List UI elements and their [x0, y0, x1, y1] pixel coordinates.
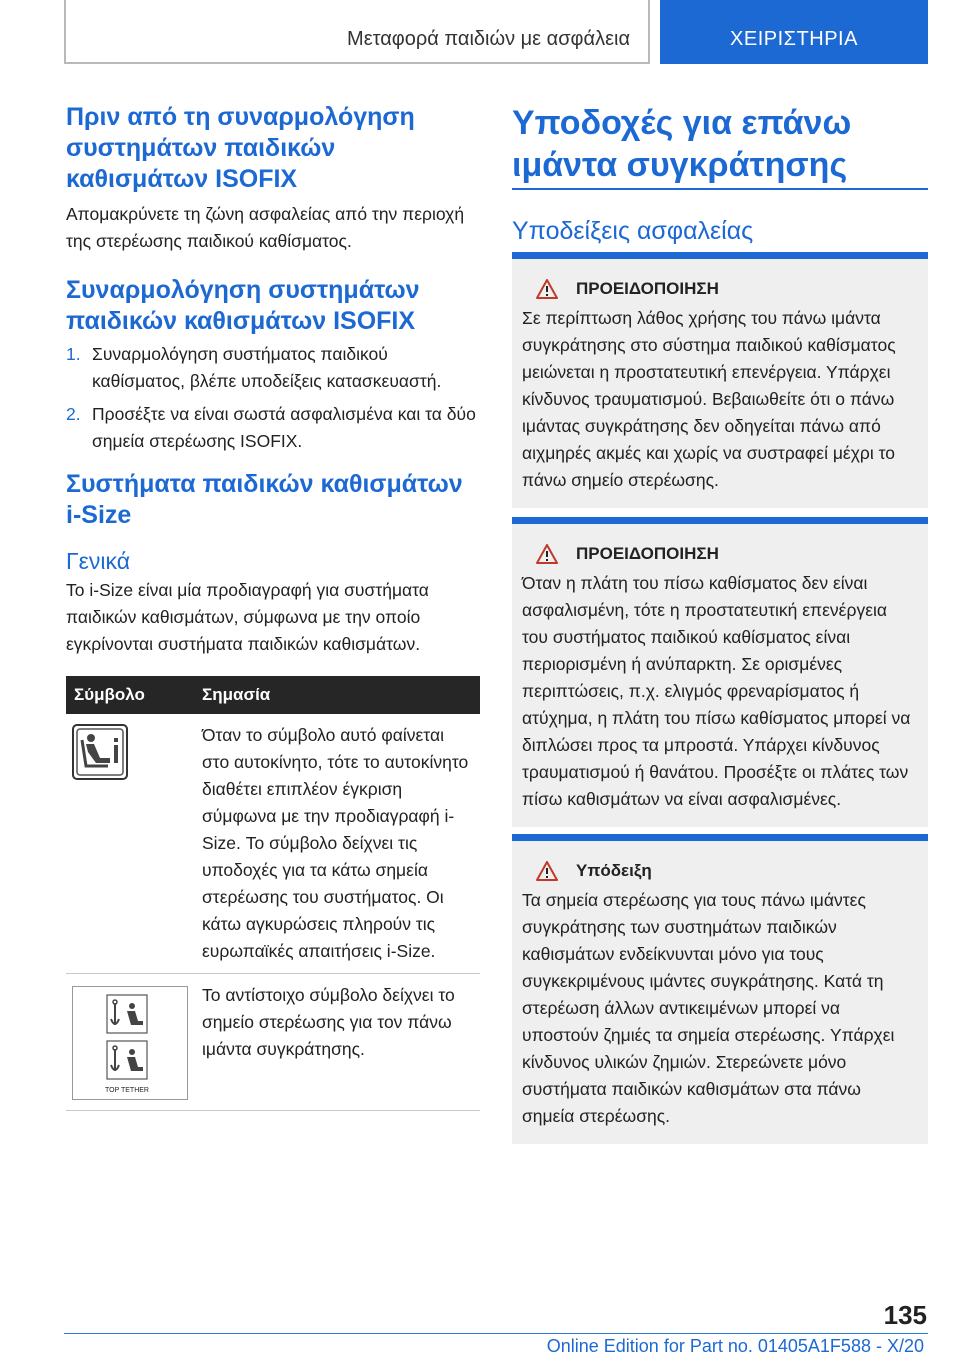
section-title: ΧΕΙΡΙΣΤΗΡΙΑ — [730, 28, 858, 50]
note-text: Τα σημεία στερέωσης για τους πάνω ιμάντες συγκράτησης των συστημάτων παιδικών καθισμάτων ενδείκνυνται μόνο για τους συγκεκριμένους ιμάντες συγκράτησης. Κατά τη στερέωση άλλων αντικειμένων μπορεί να υποστούν ζημιές τα σημεία στερέωσης. Υπάρχει κίνδυνος υλικών ζημιών. Στερεώνετε μόνο συστήματα παιδικών καθισμάτων στα πάνω σημεία στερέωσης. — [522, 890, 895, 1126]
list-item: 1. Συναρμολόγηση συστήματος παιδικού καθίσματος, βλέπε υποδείξεις κατασκευαστή. — [66, 344, 442, 391]
warning-text: Σε περίπτωση λάθος χρήσης του πάνω ιμάντα συγκράτησης στο σύστημα παιδικού καθίσματος μειώνεται η προστατευτική επενέργεια. Υπάρχει κίνδυνος τραυματισμού. Βεβαιωθείτε ότι ο πάνω ιμάντας συγκράτησης δεν οδηγείται πάνω από αιχμηρές ακμές και χωρίς να συστραφεί μέχρι το πάνω σημείο στερέωσης. — [522, 308, 896, 490]
heading-safety-notes: Υποδείξεις ασφαλείας — [512, 217, 754, 245]
paragraph-before-assembly: Απομακρύνετε τη ζώνη ασφαλείας από την περιοχή της στερέωσης παιδικού καθίσματος. — [66, 204, 465, 251]
page-header — [64, 0, 928, 64]
divider — [512, 188, 928, 190]
warning-icon — [536, 861, 558, 881]
footer-divider — [64, 1333, 928, 1334]
warning-title: ΠΡΟΕΙΔΟΠΟΙΗΣΗ — [576, 279, 719, 298]
top-tether-label: TOP TETHER — [105, 1087, 149, 1094]
list-item: 2. Προσέξτε να είναι σωστά ασφαλισμένα και τα δύο σημεία στερέωσης ISOFIX. — [66, 404, 476, 451]
note-title: Υπόδειξη — [576, 861, 652, 880]
warning-box — [512, 252, 928, 508]
section-tab — [660, 0, 928, 64]
paragraph-general: Το i-Size είναι μία προδιαγραφή για συστήματα παιδικών καθισμάτων, σύμφωνα με την οποίο εγκρίνονται συστήματα παιδικών καθισμάτων. — [66, 580, 429, 654]
symbol-table — [66, 676, 480, 1111]
heading-general: Γενικά — [66, 548, 131, 574]
page-number: 135 — [883, 1300, 927, 1330]
meaning-text: Όταν το σύμβολο αυτό φαίνεται στο αυτοκίνητο, τότε το αυτοκίνητο διαθέτει επιπλέον έγκριση σύμφωνα με την προδιαγραφή i-Size. Το σύμβολο δείχνει τις υποδοχές για τα κάτω σημεία στερέωσης του συστήματος. Οι κάτω αγκυρώσεις πληρούν τις ευρωπαϊκές απαιτήσεις i-Size. — [194, 714, 480, 974]
warning-title: ΠΡΟΕΙΔΟΠΟΙΗΣΗ — [576, 544, 719, 563]
chapter-tab — [64, 0, 650, 64]
meaning-text: Το αντίστοιχο σύμβολο δείχνει το σημείο στερέωσης για τον πάνω ιμάντα συγκράτησης. — [194, 974, 480, 1111]
isize-seat-icon — [72, 724, 128, 780]
footer-edition: Online Edition for Part no. 01405A1F588 - X/20 — [546, 1336, 924, 1356]
note-box — [512, 834, 928, 1144]
top-tether-icon — [72, 986, 188, 1100]
assembly-steps — [66, 341, 480, 455]
column-header-meaning: Σημασία — [194, 676, 480, 714]
heading-isize-systems: Συστήματα παιδικών καθισμάτων i-Size — [66, 470, 463, 529]
table-row — [66, 974, 480, 1111]
heading-before-assembly: Πριν από τη συναρμολόγηση συστημάτων παιδικών καθισμάτων ISOFIX — [66, 103, 415, 193]
chapter-title: Μεταφορά παιδιών με ασφάλεια — [347, 28, 630, 50]
heading-isofix-assembly: Συναρμολόγηση συστημάτων παιδικών καθισμάτων ISOFIX — [66, 276, 420, 335]
table-header-row — [66, 676, 480, 714]
warning-text: Όταν η πλάτη του πίσω καθίσματος δεν είναι ασφαλισμένη, τότε η προστατευτική επενέργεια του συστήματος παιδικού καθίσματος είναι περιορισμένη ή ανύπαρκτη. Σε ορισμένες περιπτώσεις, π.χ. ελιγμός φρεναρίσματος ή ατύχημα, η πλάτη του πίσω καθίσματος μπορεί να διπλώσει προς τα μπροστά. Υπάρχει κίνδυνος τραυματισμού ή θανάτου. Προσέξτε οι πλάτες των πίσω καθισμάτων να είναι ασφαλισμένες. — [522, 573, 911, 809]
column-header-symbol: Σύμβολο — [66, 676, 194, 714]
warning-icon — [536, 279, 558, 299]
warning-box — [512, 517, 928, 827]
table-row — [66, 714, 480, 974]
warning-icon — [536, 544, 558, 564]
left-column — [66, 102, 480, 1111]
right-column — [512, 102, 928, 1126]
heading-top-tether: Υποδοχές για επάνω ιμάντα συγκράτησης — [512, 104, 852, 184]
